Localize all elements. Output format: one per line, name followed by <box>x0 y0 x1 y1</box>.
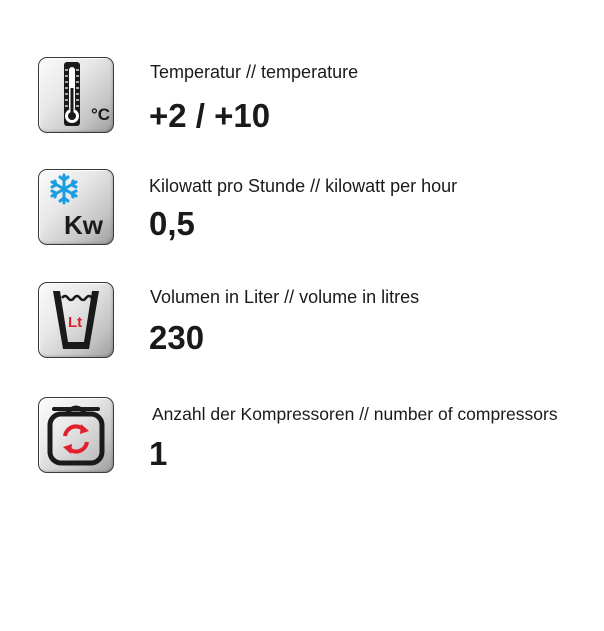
container-volume-icon <box>38 282 114 358</box>
spec-value: 0,5 <box>149 205 195 242</box>
spec-power <box>0 169 604 249</box>
celsius-symbol: °C <box>91 105 111 124</box>
kw-text: Kw <box>64 210 103 240</box>
spec-label: Volumen in Liter // volume in litres <box>150 287 420 307</box>
spec-label: Temperatur // temperature <box>150 62 359 82</box>
snowflake-kw-icon <box>38 169 114 245</box>
thermometer-icon <box>38 57 114 133</box>
spec-value: 1 <box>149 435 168 472</box>
spec-temperature <box>0 57 604 137</box>
spec-compressors <box>0 397 604 477</box>
spec-value: +2 / +10 <box>149 97 271 134</box>
spec-volume <box>0 282 604 362</box>
spec-label: Kilowatt pro Stunde // kilowatt per hour <box>149 176 458 196</box>
snowflake-icon <box>52 175 76 203</box>
spec-value: 230 <box>149 319 205 356</box>
litre-text: Lt <box>68 314 83 331</box>
compressor-icon <box>38 397 114 473</box>
spec-label: Anzahl der Kompressoren // number of compressors <box>152 404 558 424</box>
